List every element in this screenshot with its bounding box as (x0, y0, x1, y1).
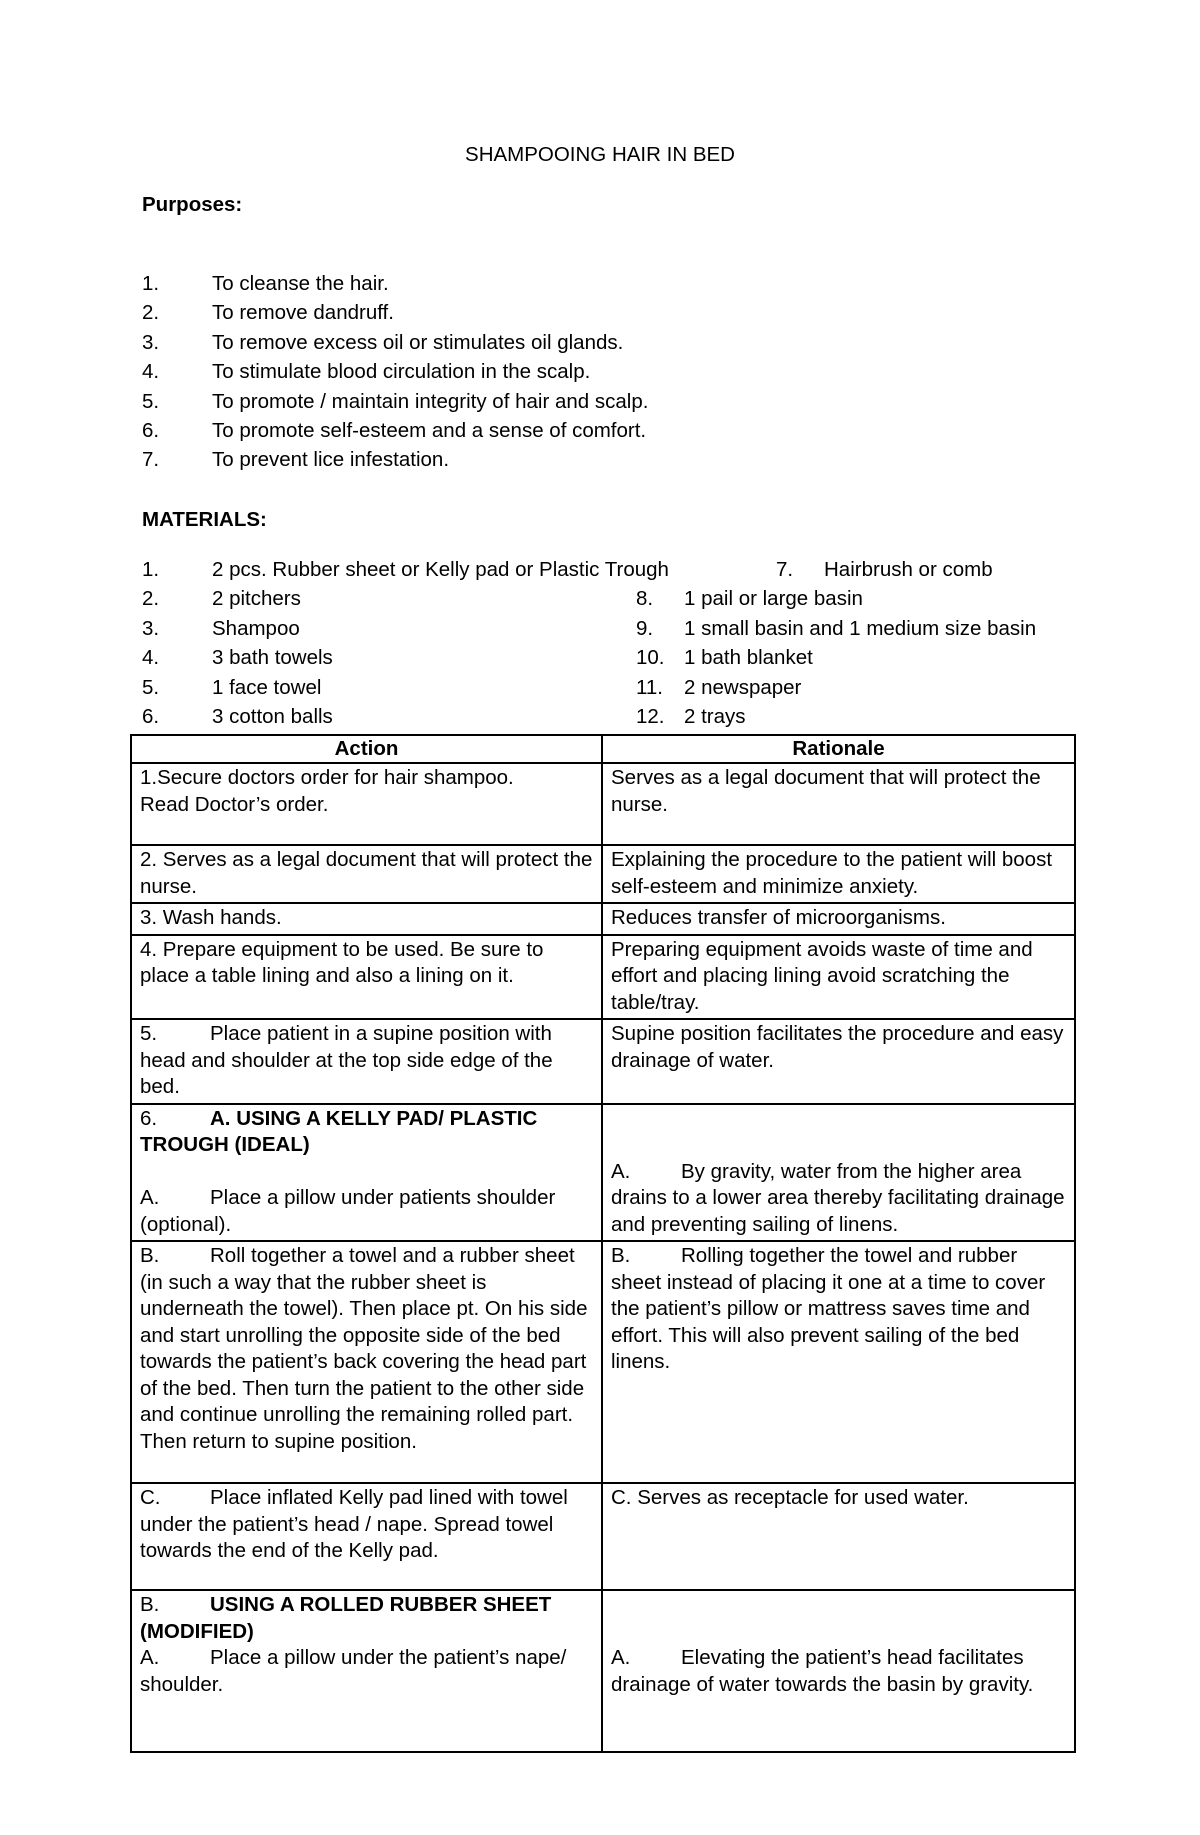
table-row (131, 763, 1075, 845)
action-cell: B. USING A ROLLED RUBBER SHEET (MODIFIED) A. Place a pillow under the patient’s nape/ shoulder. (131, 1590, 602, 1752)
table-row (131, 1483, 1075, 1590)
table-row (131, 1590, 1075, 1752)
rationale-cell: Explaining the procedure to the patient will boost self-esteem and minimize anxiety. (602, 845, 1075, 903)
rationale-cell: Preparing equipment avoids waste of time and effort and placing lining avoid scratching the table/tray. (602, 935, 1075, 1020)
table-row (131, 845, 1075, 903)
action-cell: 2. Serves as a legal document that will protect the nurse. (131, 845, 602, 903)
action-cell: 5. Place patient in a supine position with head and shoulder at the top side edge of the bed. (131, 1019, 602, 1104)
action-cell: 4. Prepare equipment to be used. Be sure to place a table lining and also a lining on it. (131, 935, 602, 1020)
table-row (131, 935, 1075, 1020)
procedure-table (130, 734, 1076, 1753)
rationale-cell: C. Serves as receptacle for used water. (602, 1483, 1075, 1590)
action-cell: 1.Secure doctors order for hair shampoo. Read Doctor’s order. (131, 763, 602, 845)
purposes-heading: Purposes: (142, 193, 243, 216)
action-cell: 6. A. USING A KELLY PAD/ PLASTIC TROUGH (IDEAL) A. Place a pillow under patients shoulder (optional). (131, 1104, 602, 1242)
materials-heading: MATERIALS: (142, 508, 267, 531)
table-row (131, 903, 1075, 935)
page-title: SHAMPOOING HAIR IN BED (465, 143, 735, 166)
rationale-cell: Reduces transfer of microorganisms. (602, 903, 1075, 935)
table-header-row (131, 735, 1075, 763)
table-row (131, 1241, 1075, 1483)
table-row (131, 1019, 1075, 1104)
rationale-cell: Serves as a legal document that will protect the nurse. (602, 763, 1075, 845)
rationale-cell: Supine position facilitates the procedure and easy drainage of water. (602, 1019, 1075, 1104)
rationale-header: Rationale (602, 735, 1075, 763)
action-header: Action (131, 735, 602, 763)
rationale-cell: A. By gravity, water from the higher area drains to a lower area thereby facilitating drainage and preventing sailing of linens. (602, 1104, 1075, 1242)
action-cell: C. Place inflated Kelly pad lined with towel under the patient’s head / nape. Spread towel towards the end of the Kelly pad. (131, 1483, 602, 1590)
table-row (131, 1104, 1075, 1242)
action-cell: B. Roll together a towel and a rubber sheet (in such a way that the rubber sheet is underneath the towel). Then place pt. On his side and start unrolling the opposite side of the bed towards the patient’s back covering the head part of the bed. Then turn the patient to the other side and continue unrolling the remaining rolled part. Then return to supine position. (131, 1241, 602, 1483)
action-cell: 3. Wash hands. (131, 903, 602, 935)
rationale-cell: B. Rolling together the towel and rubber sheet instead of placing it one at a time to cover the patient’s pillow or mattress saves time and effort. This will also prevent sailing of the bed linens. (602, 1241, 1075, 1483)
rationale-cell: A. Elevating the patient’s head facilitates drainage of water towards the basin by gravity. (602, 1590, 1075, 1752)
